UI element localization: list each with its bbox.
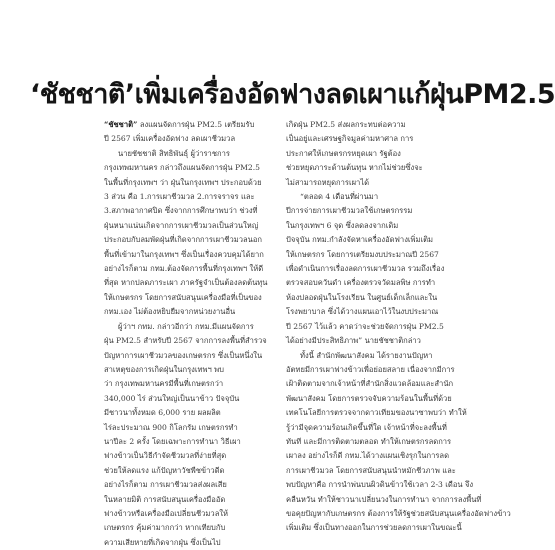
article-line-text: 340,000 ไร่ ส่วนใหญ่เป็นนาข้าว ปัจจุบัน	[104, 393, 240, 403]
article-text-line	[104, 435, 276, 449]
article-line-text: คลืนหวัน ทำให้ชาวนาเปลี่ยนวงในการทำนา จากการลงพื้นที่	[286, 494, 482, 504]
article-line-text: ปัญหาการเผาชีวมวลของเกษตรกร ซึ่งเป็นหนึ่งใน	[104, 350, 263, 360]
article-line-text: ที่สุด หากปลดภาระเผา ภาครัฐจำเป็นต้องลดต้นทุน	[104, 278, 268, 288]
article-text-line	[286, 161, 452, 175]
article-line-text: ผู้ว่าฯ กทม. กล่าวอีกว่า กทม.มีแผนจัดการ	[118, 321, 254, 331]
article-text-line	[286, 521, 462, 535]
article-lead-word: “ชัชชาติ”	[104, 120, 138, 129]
article-text-line	[286, 320, 452, 334]
article-line-text: ปีการจ่ายการเผาชีวมวลใช้เกษตรกรรม	[286, 206, 413, 216]
article-headline: ‘ชัชชาติ’เพิ่มเครื่องอัดฟางลดเผาแก้ฝุ่นPM2.5	[30, 79, 555, 110]
article-line-text: สาเหตุของการเกิดฝุ่นในกรุงเทพฯ พบ	[104, 364, 224, 374]
article-text-line	[104, 320, 276, 334]
article-text-line	[104, 464, 276, 478]
article-line-text: อย่างไรก็ตาม การเผาชีวมวลส่งผลเสีย	[104, 480, 227, 490]
article-text-line	[286, 334, 452, 348]
article-line-text: อัตทยมีการเผาฟางข้าวเพื่อย่อยสลาย เนื่องจากมีการ	[286, 364, 455, 374]
article-text-line	[286, 449, 452, 463]
article-line-text: นาปีละ 2 ครั้ง โดยเฉพาะการทำนา วิธีเผา	[104, 436, 241, 446]
article-text-line	[104, 421, 276, 435]
article-text-line	[104, 536, 276, 550]
article-text-line	[286, 233, 452, 247]
article-line-text: พื้นที่เข้ามาในกรุงเทพฯ ซึ่งเป็นเรื่องควบคุมได้ยาก	[104, 249, 264, 259]
article-line-text: ประกอบกับลมพัดฝุ่นที่เกิดจากการเผาชีวมวลนอก	[104, 235, 262, 245]
article-line-text: ฟางข้าวหรือเครื่องมือเปลี่ยนชีวมวลให้	[104, 508, 229, 518]
article-text-line	[286, 478, 474, 492]
article-line-text: ได้อย่างมีประสิทธิภาพ” นายชัชชาติกล่าว	[286, 336, 421, 346]
article-text-line	[286, 262, 452, 276]
article-text-line	[286, 464, 456, 478]
article-text-line	[104, 248, 276, 262]
article-text-line	[286, 190, 452, 204]
article-line-text: ลงแผนจัดการฝุ่น PM2.5 เตรียมรับ	[137, 120, 255, 129]
article-text-line	[104, 118, 276, 132]
article-text-line	[104, 478, 276, 492]
article-line-text: ทั้งนี้ สำนักพัฒนาสังคม ได้รายงานปัญหา	[300, 350, 433, 360]
article-text-line	[286, 248, 452, 262]
article-text-line	[104, 132, 276, 146]
article-text-line	[286, 118, 452, 132]
article-line-text: กรุงเทพมหานคร กล่าวถึงแผนจัดการฝุ่น PM2.5	[104, 163, 260, 173]
article-text-line	[104, 305, 276, 319]
article-line-text: ปี 2567 เพิ่มเครื่องอัดฟาง ลดเผาชีวมวล	[104, 134, 236, 144]
article-text-line	[104, 392, 276, 406]
article-line-text: 3 ส่วน คือ 1.การเผาชีวมวล 2.การจราจร และ	[104, 192, 255, 202]
article-line-text: การเผาชีวมวล โดยการสนับสนุนนำหมักชีวภาพ และ	[286, 465, 456, 475]
article-line-text: ไม่สามารถหยุดการเผาได้	[286, 177, 370, 187]
article-text-line	[104, 291, 276, 305]
article-line-text: เทคโนโลยีการตรวจจากดาวเทียมของนาซาพบว่า ทำให้	[286, 408, 467, 418]
article-text-line	[104, 493, 276, 507]
article-line-text: ขอคุยปัญหากับเกษตรกร ต้องการให้รัฐช่วยสนับสนุนเครื่องอัดฟางข้าว	[286, 508, 511, 518]
article-text-line	[286, 132, 452, 146]
article-text-line	[104, 449, 276, 463]
article-line-text: ในกรุงเทพฯ 6 จุด ซึ่งลดลงจากเดิม	[286, 220, 399, 230]
article-line-text: ว่า กรุงเทพมหานครมีพื้นที่เกษตรกว่า	[104, 379, 224, 389]
article-text-line	[104, 147, 276, 161]
article-line-text: ความเสียหายที่เกิดจากฝุ่น ซึ่งเป็นไป	[104, 537, 221, 547]
article-line-text: ปี 2567 ไว้แล้ว คาดว่าจะช่วยจัดการฝุ่น PM2.5	[286, 321, 444, 331]
article-line-text: เพื่อดำเนินการเรื่องลดการเผาชีวมวล รวมถึงเรื่อง	[286, 264, 445, 274]
article-line-text: เกษตรกร คุ้มค่ามากกว่า หากเทียบกับ	[104, 523, 226, 533]
article-text-line	[104, 349, 276, 363]
article-text-line	[286, 276, 452, 290]
article-text-line	[286, 493, 482, 507]
article-text-line	[104, 334, 276, 348]
article-line-text: ไร่ละประมาณ 900 กิโลกรัม เกษตรกรทำ	[104, 422, 238, 432]
article-text-line	[286, 435, 452, 449]
article-text-line	[104, 521, 276, 535]
article-text-line	[104, 161, 276, 175]
article-line-text: ตรวจสอบควันดำ เครื่องตรวจวัดมลพิษ การทำ	[286, 278, 436, 288]
article-line-text: มีชาวนาทั้งหมด 6,000 ราย ผลผลิต	[104, 408, 221, 418]
article-line-text: อย่างไรก็ตาม กทม.ต้องจัดการพื้นที่กรุงเทพฯ ให้ดี	[104, 264, 264, 274]
article-line-text: เกิดฝุ่น PM2.5 ส่งผลกระทบต่อความ	[286, 120, 406, 129]
article-line-text: ในพื้นที่กรุงเทพฯ ว่า ฝุ่นในกรุงเทพฯ ประกอบด้วย	[104, 177, 262, 187]
article-line-text: เป็นอยู่และเศรษฐกิจมูลค่ามหาศาล การ	[286, 134, 414, 144]
article-text-line	[104, 262, 276, 276]
article-text-line	[104, 276, 276, 290]
article-text-line	[286, 392, 452, 406]
article-text-line	[286, 377, 452, 391]
article-text-line	[286, 421, 452, 435]
article-text-line	[104, 176, 276, 190]
article-text-line	[286, 363, 455, 377]
article-text-line	[286, 507, 511, 521]
article-line-text: ช่วยหยุดภาระด้านต้นทุน หากไม่ช่วยซึ่งจะ	[286, 163, 423, 173]
article-text-line	[104, 363, 276, 377]
article-text-line	[286, 176, 452, 190]
article-line-text: ฝุ่นหนาแน่นเกิดจากการเผาชีวมวลเป็นส่วนใหญ่	[104, 220, 259, 230]
article-text-line	[104, 190, 276, 204]
article-left-column	[104, 118, 276, 550]
article-line-text: เฝ้าติดตามจากเจ้าหน้าที่สำนักสิ่งแวดล้อมและสำนัก	[286, 379, 454, 389]
article-line-text: พบปัญหาคือ การนำพ่นบนผิวดินข้าวใช้เวลา 2-3 เดือน จึง	[286, 480, 474, 490]
article-text-line	[286, 305, 452, 319]
article-text-line	[104, 204, 276, 218]
article-line-text: พัฒนาสังคม โดยการตรวจจับความร้อนในพื้นที่ด้วย	[286, 393, 452, 403]
article-line-text: ในหลายมิติ การสนับสนุนเครื่องมืออัด	[104, 494, 226, 504]
article-line-text: ทันที และมีการติดตามตลอด ทำให้เกษตรกรลดการ	[286, 436, 452, 446]
article-line-text: ให้เกษตรกร โดยการเตรียมงบประมาณปี 2567	[286, 249, 439, 259]
article-line-text: “ตลอด 4 เดือนที่ผ่านมา	[300, 192, 379, 202]
article-text-line	[286, 349, 452, 363]
article-text-line	[104, 233, 276, 247]
article-line-text: เผาลง อย่างไรก็ดี กทม.ได้วางแผนเชิงรุกในการลด	[286, 451, 450, 461]
article-line-text: ประกาศให้เกษตรกรหยุดเผา รัฐต้อง	[286, 148, 401, 158]
article-text-line	[104, 406, 276, 420]
article-line-text: ช่วยให้ลดแรง แก้ปัญหาวัชพืชข้าวดีด	[104, 465, 225, 475]
article-line-text: 3.สภาพอากาศปิด ซึ่งจากการศึกษาพบว่า ช่วงที่	[104, 206, 258, 216]
article-line-text: กทม.เอง ไม่ต้องหยิบยืมจากหน่วยงานอื่น	[104, 307, 236, 317]
article-line-text: ให้เกษตรกร โดยการสนับสนุนเครื่องมือที่เป็นของ	[104, 292, 262, 302]
article-text-line	[286, 219, 452, 233]
article-line-text: ฝุ่น PM2.5 สำหรับปี 2567 จากการลงพื้นที่สำรวจ	[104, 336, 267, 346]
article-text-line	[286, 406, 467, 420]
article-text-line	[104, 377, 276, 391]
article-right-column	[286, 118, 511, 536]
article-text-line	[286, 204, 452, 218]
article-text-line	[286, 291, 452, 305]
article-line-text: นายชัชชาติ สิทธิพันธุ์ ผู้ว่าราชการ	[118, 148, 230, 158]
article-text-line	[286, 147, 452, 161]
article-text-line	[104, 507, 276, 521]
article-line-text: เพิ่มเติม ซึ่งเป็นทางออกในการช่วยลดการเผาในขณะนี้	[286, 523, 462, 533]
article-line-text: ปัจจุบัน กทม.กำลังจัดหาเครื่องอัดฟางเพิ่มเติม	[286, 235, 434, 245]
article-line-text: ห้องปลอดฝุ่นในโรงเรียน ในศูนย์เด็กเล็กและใน	[286, 292, 438, 302]
article-line-text: ฟางข้าวเป็นวิธีกำจัดชีวมวลที่ง่ายที่สุด	[104, 451, 227, 461]
article-line-text: โรงพยาบาล ซึ่งได้วางแผนเอาไว้ในงบประมาณ	[286, 307, 439, 317]
article-line-text: รู้ว่ามีจุดความร้อนเกิดขึ้นที่ใด เจ้าหน้าที่จะลงพื้นที่	[286, 422, 447, 432]
article-text-line	[104, 219, 276, 233]
